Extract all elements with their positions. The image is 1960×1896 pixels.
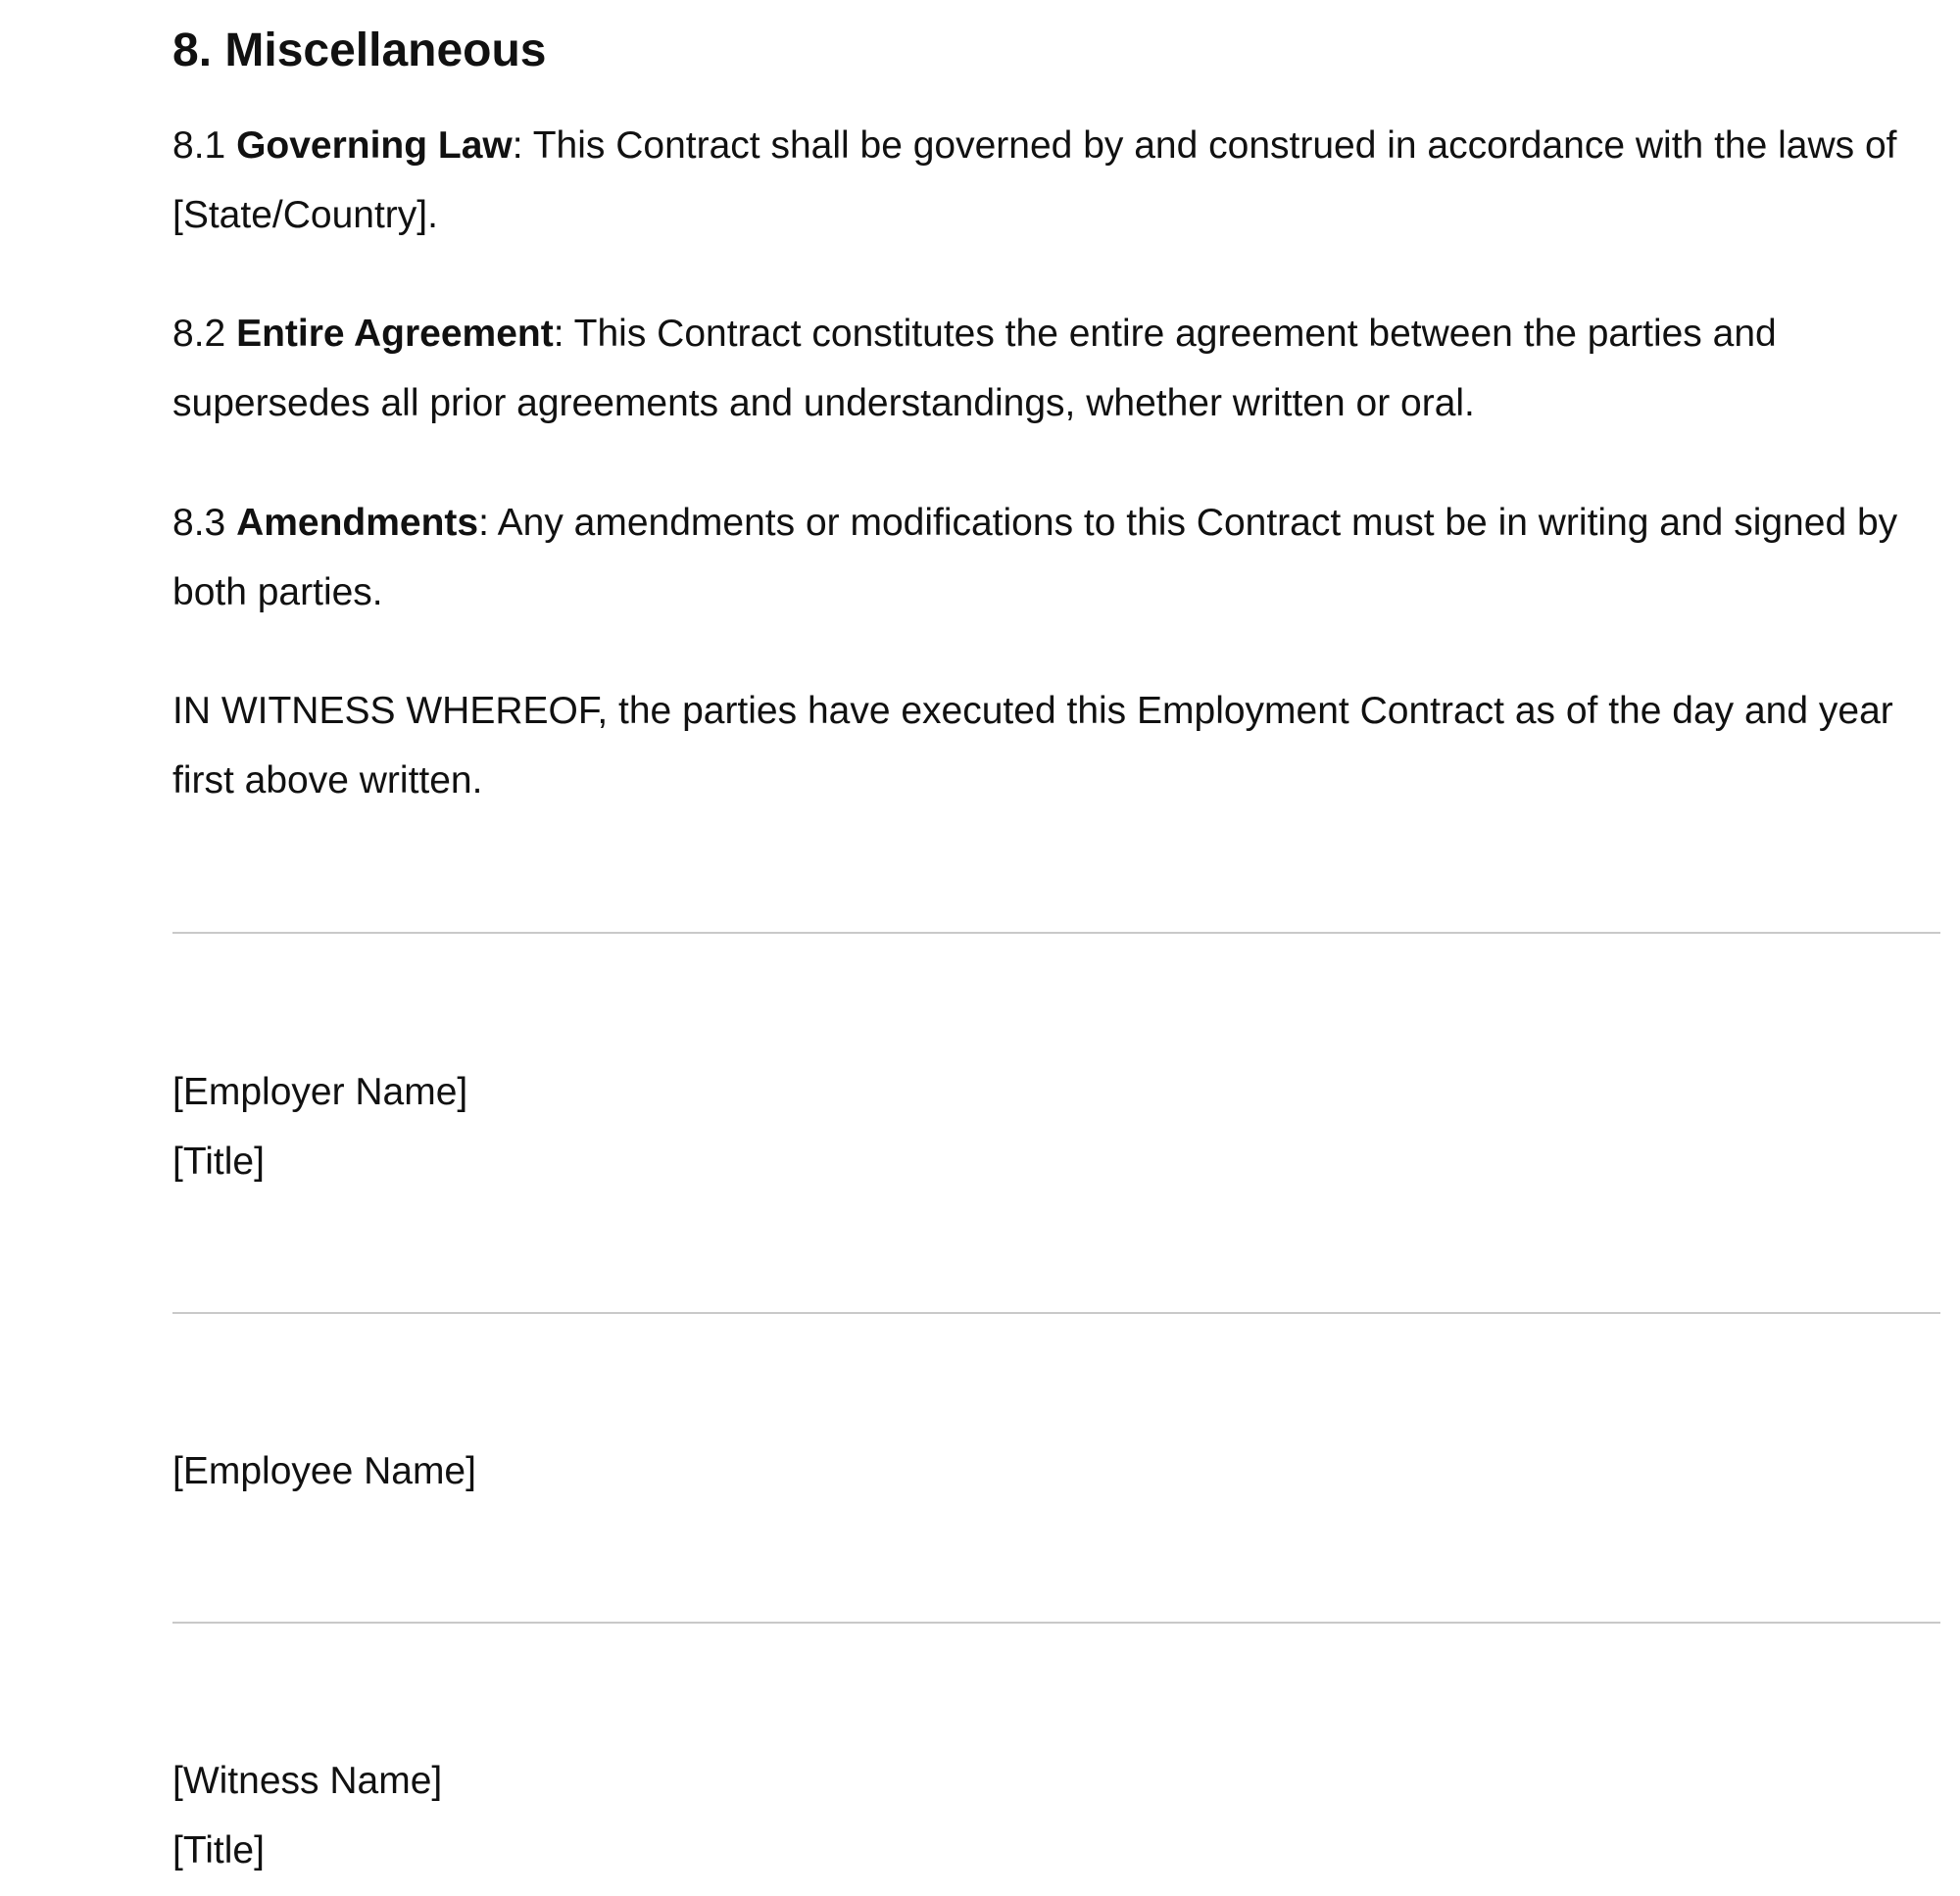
witness-statement: IN WITNESS WHEREOF, the parties have executed this Employment Contract as of the day and year first above written. [172,690,1893,802]
employer-name: [Employer Name] [172,1071,468,1113]
witness-name: [Witness Name] [172,1760,443,1802]
clause-number: 8.3 [172,502,226,544]
witness-title: [Title] [172,1829,265,1872]
clause-number: 8.2 [172,313,226,355]
clause-governing-law [172,111,1936,250]
employee-name: [Employee Name] [172,1450,476,1492]
clause-amendments [172,488,1936,627]
clause-entire-agreement [172,299,1936,438]
clause-term: Governing Law [236,124,513,167]
clause-text: : Any amendments or modifications to this Contract must be in writing and signed by both parties. [172,502,1898,613]
clause-text: : This Contract shall be governed by and construed in accordance with the laws of [State/Country]. [172,124,1897,236]
clause-text: : This Contract constitutes the entire agreement between the parties and supersedes all prior agreements and understandings, whether written or oral. [172,313,1777,424]
employee-signature-line [172,1312,1940,1314]
employer-title: [Title] [172,1141,265,1183]
witness-signature-line [172,1622,1940,1624]
clause-term: Amendments [236,502,479,544]
section-heading: 8. Miscellaneous [172,24,547,76]
employer-signature-line [172,932,1940,934]
clause-term: Entire Agreement [236,313,554,355]
clause-number: 8.1 [172,124,226,167]
